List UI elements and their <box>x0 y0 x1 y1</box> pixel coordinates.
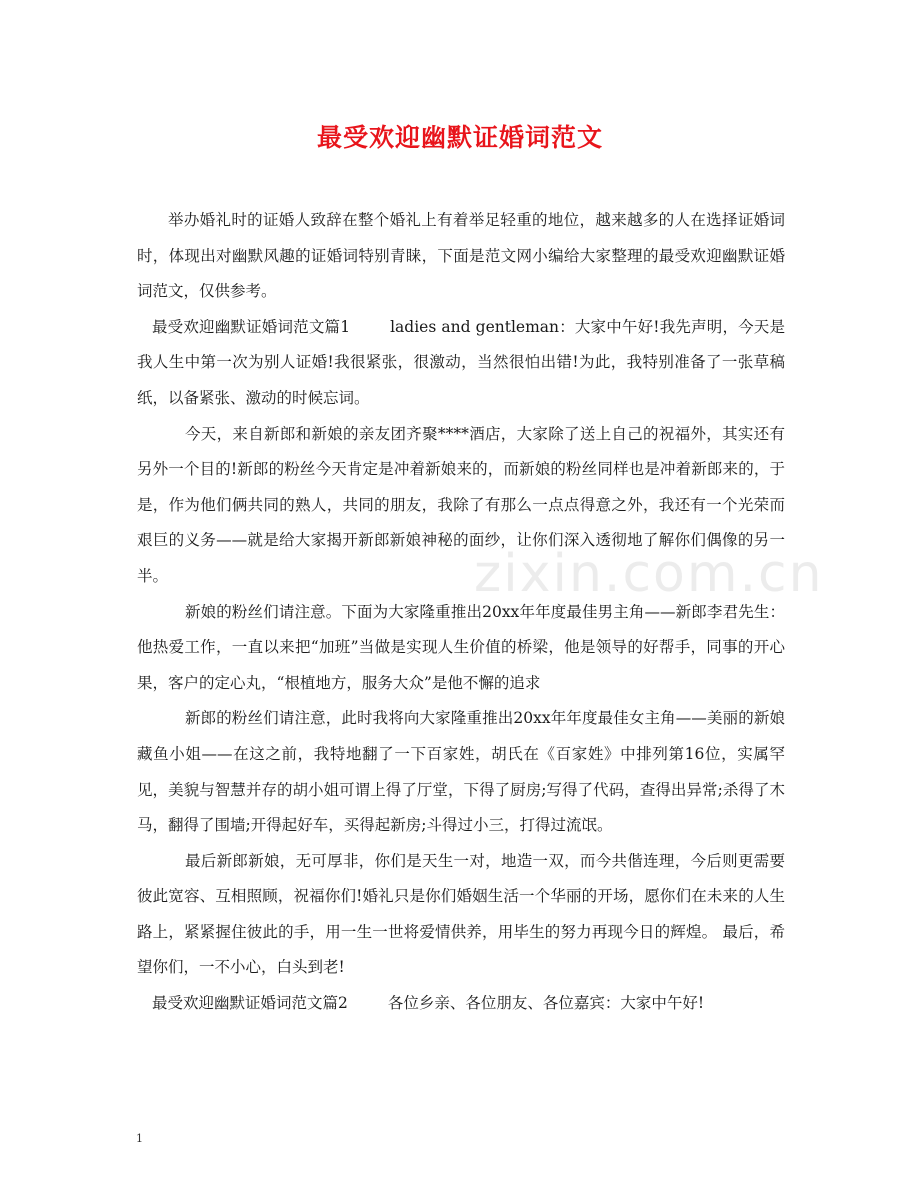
section-heading-2: 最受欢迎幽默证婚词范文篇2 <box>152 994 348 1013</box>
document-body <box>137 203 785 1022</box>
page-number: 1 <box>136 1132 143 1145</box>
paragraph-3: 今天，来自新郎和新娘的亲友团齐聚****酒店，大家除了送上自己的祝福外，其实还有另外一个目的!新郎的粉丝今天肯定是冲着新娘来的，而新娘的粉丝同样也是冲着新郎来的，于是，作为他们俩共同的熟人，共同的朋友，我除了有那么一点点得意之外，我还有一个光荣而艰巨的义务——就是给大家揭开新郎新娘神秘的面纱，让你们深入透彻地了解你们偶像的另一半。 <box>137 424 785 585</box>
watermark: zixin.com.cn <box>474 544 824 604</box>
section-heading-1: 最受欢迎幽默证婚词范文篇1 <box>152 317 351 336</box>
paragraph-5: 新郎的粉丝们请注意，此时我将向大家隆重推出20xx年年度最佳女主角——美丽的新娘藏鱼小姐——在这之前，我特地翻了一下百家姓，胡氏在《百家姓》中排列第16位，实属罕见，美貌与智慧并存的胡小姐可谓上得了厅堂，下得了厨房;写得了代码，查得出异常;杀得了木马，翻得了围墙;开得起好车，买得起新房;斗得过小三，打得过流氓。 <box>137 709 785 835</box>
section-text-2: 各位乡亲、各位朋友、各位嘉宾：大家中午好! <box>387 994 705 1013</box>
paragraph-section-2 <box>137 986 785 1022</box>
paragraph-6: 最后新郎新娘，无可厚非，你们是天生一对，地造一双，而今共偕连理，今后则更需要彼此宽容、互相照顾，祝福你们!婚礼只是你们婚姻生活一个华丽的开场，愿你们在未来的人生路上，紧紧握住彼此的手，用一生一世将爱情供养，用毕生的努力再现今日的辉煌。 最后，希望你们，一不小心，白头到老! <box>137 851 785 977</box>
paragraph-4: 新娘的粉丝们请注意。下面为大家隆重推出20xx年年度最佳男主角——新郎李君先生：他热爱工作，一直以来把“加班”当做是实现人生价值的桥梁，他是领导的好帮手，同事的开心果，客户的定心丸，“根植地方，服务大众”是他不懈的追求 <box>137 602 785 692</box>
paragraph-intro: 举办婚礼时的证婚人致辞在整个婚礼上有着举足轻重的地位，越来越多的人在选择证婚词时，体现出对幽默风趣的证婚词特别青睐，下面是范文网小编给大家整理的最受欢迎幽默证婚词范文，仅供参考。 <box>137 211 785 301</box>
section-text-1: ladies and gentleman：大家中午好!我先声明，今天是我人生中第一次为别人证婚!我很紧张，很激动，当然很怕出错!为此，我特别准备了一张草稿纸，以备紧张、激动的时候忘词。 <box>137 317 785 407</box>
page-title: 最受欢迎幽默证婚词范文 <box>316 123 603 152</box>
paragraph-section-1 <box>137 310 785 417</box>
